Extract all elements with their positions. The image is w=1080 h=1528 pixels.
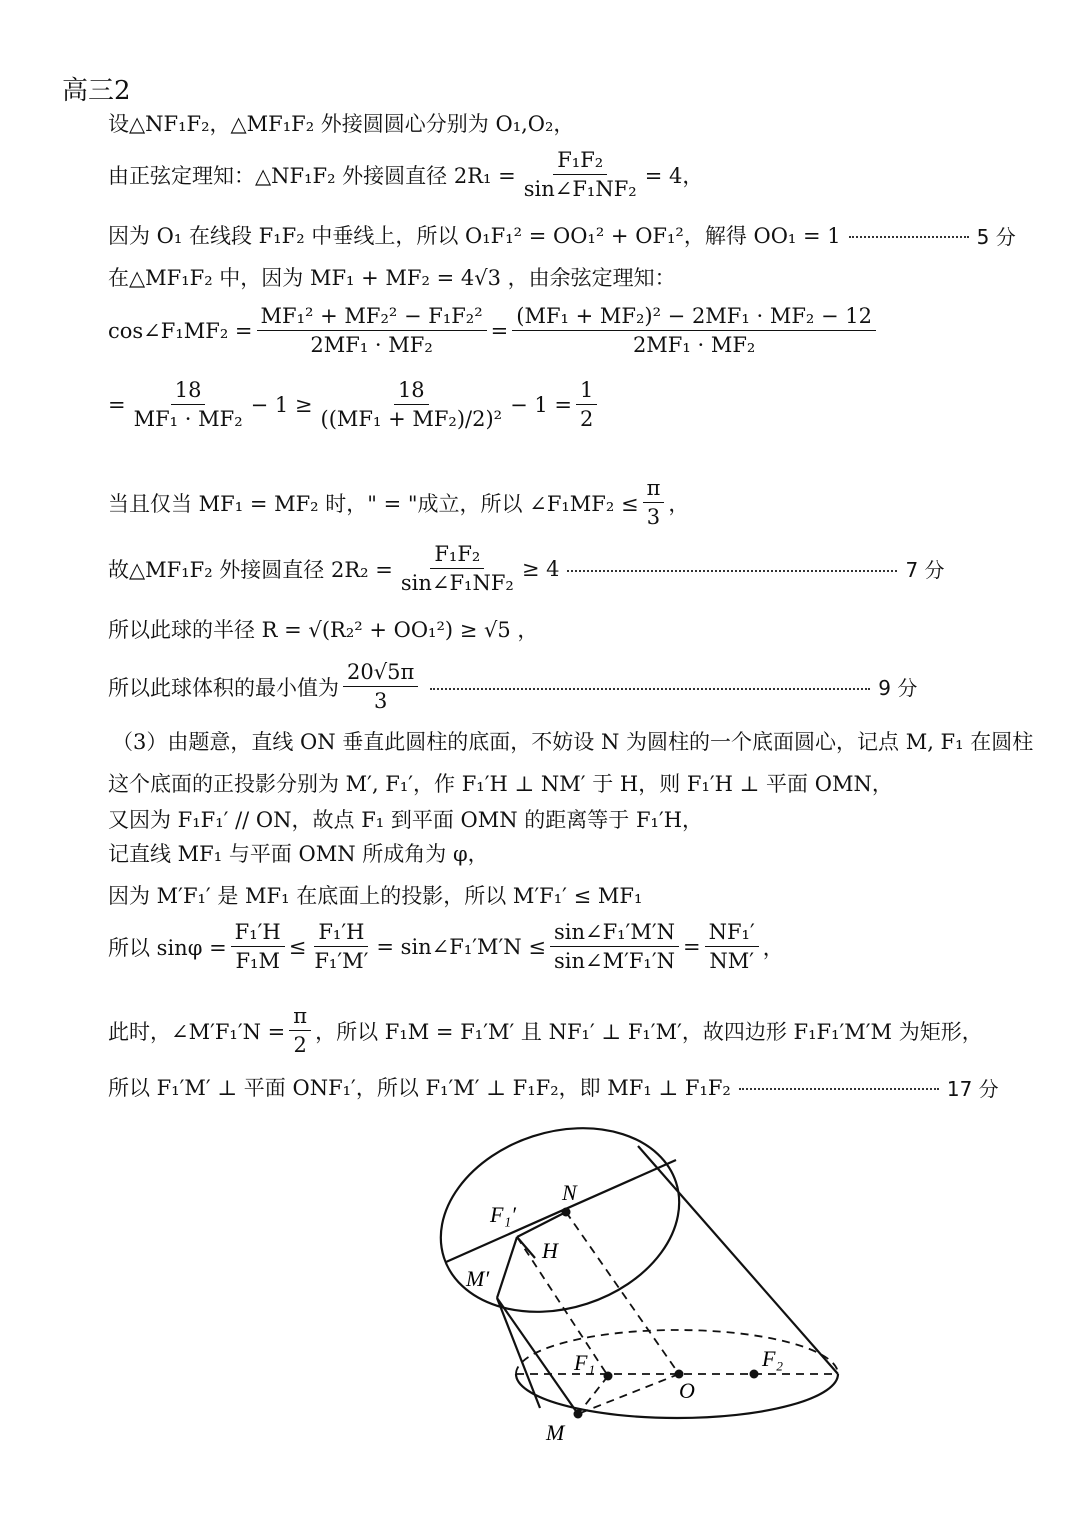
fraction-denominator: sin∠F₁NF₂ (523, 177, 637, 201)
fraction-denominator: 2 (580, 407, 594, 431)
fraction-numerator: (MF₁ + MF₂)² − 2MF₁ · MF₂ − 12 (512, 304, 876, 331)
line-7-left: 当且仅当 MF₁ = MF₂ 时，" = "成立，所以 ∠F₁MF₂ ≤ (108, 491, 639, 516)
segment-mprime-f1prime (497, 1237, 517, 1298)
line-13-text: 又因为 F₁F₁′ // ON，故点 F₁ 到平面 OMN 的距离等于 F₁′H， (108, 808, 704, 832)
line-7-right: ， (668, 491, 690, 516)
fraction-denominator: 3 (373, 689, 388, 713)
fraction-denominator: F₁′M′ (314, 949, 369, 973)
score-5: 5 分 (976, 224, 1016, 249)
segment-o-m (578, 1374, 679, 1414)
fraction-denominator: 2MF₁ · MF₂ (632, 333, 756, 357)
fraction-numerator: F₁F₂ (553, 148, 607, 175)
fraction-denominator: F₁M (235, 949, 280, 973)
line-12-text: 这个底面的正投影分别为 M′, F₁′，作 F₁′H ⊥ NM′ 于 H，则 F₁′H ⊥ 平面 OMN， (108, 772, 893, 796)
fraction-denominator: 2 (293, 1033, 307, 1057)
equals-sign: = (108, 392, 126, 417)
fraction-denominator: NM′ (709, 949, 754, 973)
label-mprime: M′ (466, 1266, 490, 1291)
equals-sign: = (490, 318, 509, 343)
line-16-mid: = sin∠F₁′M′N ≤ (376, 934, 546, 959)
fraction-numerator: π (643, 476, 665, 503)
line-18-text: 所以 F₁′M′ ⊥ 平面 ONF₁′，所以 F₁′M′ ⊥ F₁F₂，即 MF₁ ⊥ F₁F₂ (108, 1076, 731, 1100)
fraction-numerator: 18 (394, 378, 429, 405)
line-17-left: 此时，∠M′F₁′N = (108, 1019, 286, 1044)
line-15-text: 因为 M′F₁′ 是 MF₁ 在底面上的投影，所以 M′F₁′ ≤ MF₁ (108, 884, 643, 908)
point-n (562, 1208, 571, 1217)
line-14-text: 记直线 MF₁ 与平面 OMN 所成角为 φ， (108, 842, 489, 866)
point-m (574, 1410, 583, 1419)
fraction-numerator: 1 (576, 378, 597, 405)
line-2-left: 由正弦定理知：△NF₁F₂ 外接圆直径 2R₁ = (108, 163, 516, 188)
line-16-right: ， (762, 935, 784, 960)
top-diameter (446, 1160, 676, 1262)
line-11-text: （3）由题意，直线 ON 垂直此圆柱的底面，不妨设 N 为圆柱的一个底面圆心，记点 M, F₁ 在圆柱 (112, 730, 1034, 754)
score-7: 7 分 (905, 558, 945, 582)
fraction-numerator: F₁′H (314, 920, 368, 947)
cylinder-left-side (497, 1298, 540, 1408)
score-17: 17 分 (946, 1076, 999, 1101)
label-m: M (546, 1420, 565, 1445)
segment-f1prime-n (517, 1212, 566, 1237)
fraction-denominator: ((MF₁ + MF₂)/2)² (320, 407, 503, 431)
line-3-text: 因为 O₁ 在线段 F₁F₂ 中垂线上，所以 O₁F₁² = OO₁² + OF₁²，解得 OO₁ = 1 (108, 224, 841, 248)
fraction-denominator: sin∠M′F₁′N (553, 949, 675, 973)
label-h: H (542, 1238, 558, 1263)
line-10-left: 所以此球体积的最小值为 (108, 675, 339, 700)
line-2-right: = 4， (644, 163, 704, 188)
le-sign: ≤ (288, 934, 307, 959)
label-f1: F₁ (574, 1350, 596, 1375)
segment-f1-m (578, 1376, 608, 1414)
score-9: 9 分 (878, 676, 918, 700)
line-1-text: 设△NF₁F₂，△MF₁F₂ 外接圆圆心分别为 O₁,O₂， (108, 112, 575, 136)
fraction-denominator: MF₁ · MF₂ (133, 407, 243, 431)
fraction-numerator: F₁′H (231, 920, 285, 947)
line-17-right: ，所以 F₁M = F₁′M′ 且 NF₁′ ⊥ F₁′M′，故四边形 F₁F₁′M′M 为矩形， (315, 1019, 983, 1044)
page-header: 高三2 (62, 76, 131, 106)
bottom-ellipse-back (516, 1330, 838, 1374)
line-8-left: 故△MF₁F₂ 外接圆直径 2R₂ = (108, 557, 393, 582)
fraction-denominator: sin∠F₁NF₂ (400, 571, 514, 595)
line-4-text: 在△MF₁F₂ 中，因为 MF₁ + MF₂ = 4√3 ，由余弦定理知： (108, 266, 676, 290)
line-6-mid: − 1 ≥ (250, 392, 313, 417)
cylinder-right-side (638, 1146, 838, 1374)
top-ellipse (417, 1099, 703, 1342)
label-f2: F₂ (762, 1346, 784, 1371)
line-9-text: 所以此球的半径 R = √(R₂² + OO₁²) ≥ √5 ， (108, 618, 539, 642)
fraction-numerator: MF₁² + MF₂² − F₁F₂² (257, 304, 487, 331)
label-f1prime: F₁′ (490, 1202, 516, 1227)
line-16-left: 所以 sinφ = (108, 935, 227, 960)
line-5-left: cos∠F₁MF₂ = (108, 318, 253, 343)
fraction-denominator: 2MF₁ · MF₂ (310, 333, 433, 357)
point-f2 (750, 1370, 759, 1379)
label-o: O (679, 1378, 695, 1403)
line-8-right: ≥ 4 (521, 556, 560, 581)
fraction-numerator: 20√5π (343, 660, 418, 687)
fraction-numerator: π (289, 1004, 311, 1031)
fraction-denominator: 3 (646, 505, 661, 529)
equals-sign: = (682, 934, 701, 959)
fraction-numerator: NF₁′ (705, 920, 759, 947)
fraction-numerator: F₁F₂ (430, 542, 484, 569)
line-6-end: − 1 = (510, 392, 572, 417)
fraction-numerator: sin∠F₁′M′N (550, 920, 679, 947)
point-f1 (604, 1372, 613, 1381)
label-n: N (562, 1180, 577, 1205)
fraction-numerator: 18 (171, 378, 206, 405)
